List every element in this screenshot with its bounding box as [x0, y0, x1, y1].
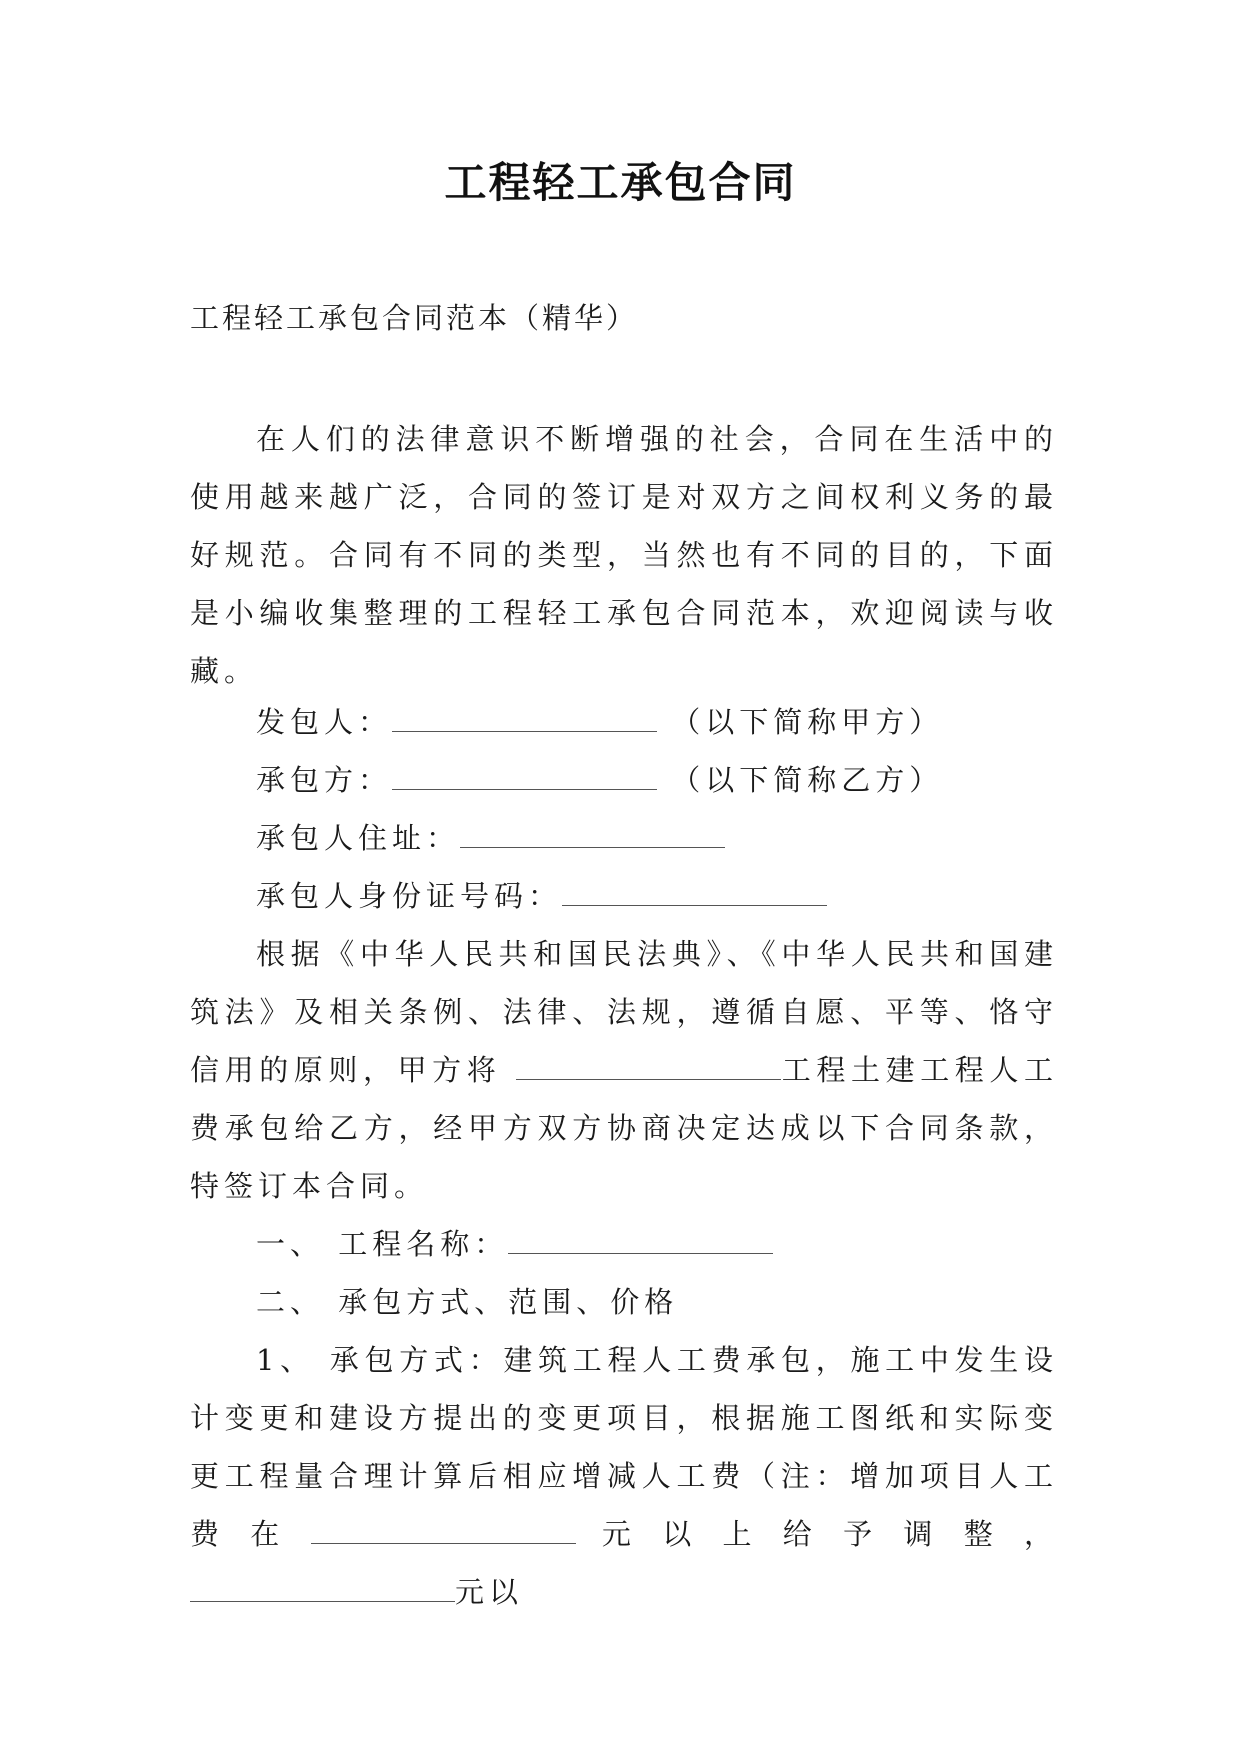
document-subtitle: 工程轻工承包合同范本（精华）: [190, 301, 639, 335]
party-b-line: [190, 751, 1058, 809]
id-label: 承包人身份证号码：: [256, 879, 563, 913]
item-1-mid: 元以上给予调整，: [575, 1517, 1058, 1551]
amount-blank-2: [190, 1579, 455, 1602]
party-a-blank: [392, 709, 657, 732]
basis-text-2: 工程土建工程人工费承包给乙方，经甲方双方协商决定达成以下合同条款，特签订本合同。: [190, 1053, 1058, 1203]
project-blank: [516, 1057, 781, 1080]
basis-text-1: 根据《中华人民共和国民法典》、《中华人民共和国建筑法》及相关条例、法律、法规，遵循自愿、平等、恪守信用的原则，甲方将: [190, 937, 1058, 1087]
party-b-label: 承包方：: [256, 763, 393, 797]
item-1-paragraph: [190, 1331, 1058, 1621]
party-a-label: 发包人：: [256, 705, 393, 739]
address-line: [190, 809, 1058, 867]
address-label: 承包人住址：: [256, 821, 461, 855]
intro-paragraph: 在人们的法律意识不断增强的社会，合同在生活中的使用越来越广泛，合同的签订是对双方之间权利义务的最好规范。合同有不同的类型，当然也有不同的目的，下面是小编收集整理的工程轻工承包合同范本，欢迎阅读与收藏。: [190, 422, 1058, 688]
id-blank: [562, 883, 827, 906]
party-a-line: [190, 693, 1058, 751]
document-title: 工程轻工承包合同: [444, 158, 797, 207]
section-1-label: 一、 工程名称：: [256, 1227, 509, 1261]
address-blank: [460, 825, 725, 848]
party-b-suffix: （以下简称乙方）: [671, 763, 944, 797]
basis-paragraph: [190, 925, 1058, 1215]
party-b-blank: [392, 767, 657, 790]
intro-section: [190, 410, 1058, 700]
id-line: [190, 867, 1058, 925]
section-2-heading: 二、 承包方式、范围、价格: [256, 1285, 679, 1319]
contract-body: [190, 693, 1058, 1621]
item-1-text: 1、 承包方式：建筑工程人工费承包，施工中发生设计变更和建设方提出的变更项目，根据施工图纸和实际变更工程量合理计算后相应增减人工费（注：增加项目人工费在: [190, 1343, 1058, 1551]
project-name-blank: [508, 1231, 773, 1254]
party-a-suffix: （以下简称甲方）: [671, 705, 944, 739]
section-1-line: [190, 1215, 1058, 1273]
amount-blank-1: [311, 1521, 576, 1544]
item-1-end: 元以: [455, 1575, 524, 1609]
